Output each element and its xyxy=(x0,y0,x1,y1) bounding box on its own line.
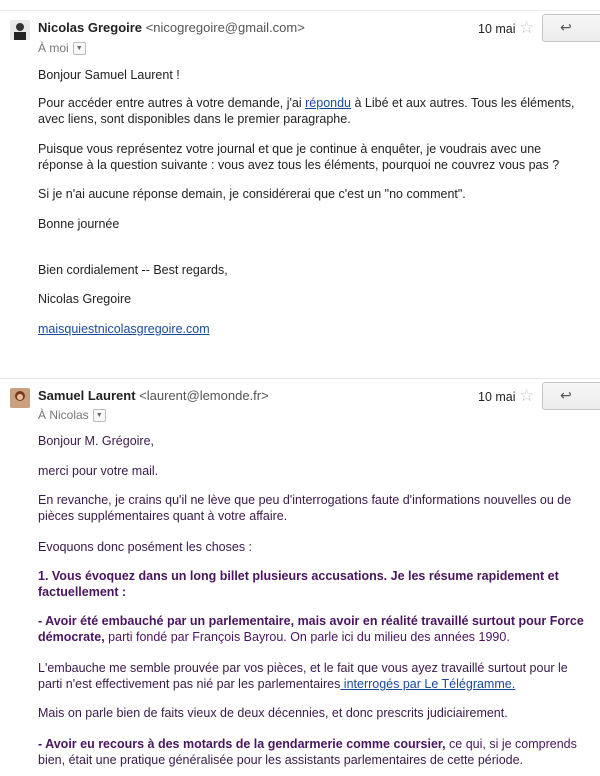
paragraph-5 xyxy=(38,614,598,629)
recipient-dropdown[interactable] xyxy=(38,408,106,422)
email-message-2 xyxy=(0,378,600,776)
chevron-down-icon[interactable]: ▼ xyxy=(93,409,106,422)
paragraph-8-line-2: bien, était une pratique généralisée pour les assistants parlementaires de cette période. xyxy=(38,753,524,767)
paragraph-8 xyxy=(38,737,598,752)
bold-text: - Avoir eu recours à des motards de la gendarmerie comme coursier, xyxy=(38,737,446,751)
message-date: 10 mai xyxy=(478,390,516,404)
reply-button[interactable] xyxy=(542,382,600,410)
text: Pour accéder entre autres à votre demande, j'ai xyxy=(38,96,306,110)
signature-link[interactable]: maisquiestnicolasgregoire.com xyxy=(38,322,210,336)
star-icon[interactable]: ☆ xyxy=(519,386,535,405)
paragraph-3: Si je n'ai aucune réponse demain, je considérerai que c'est un "no comment". xyxy=(38,187,466,201)
paragraph-1 xyxy=(38,96,598,111)
paragraph-5-line-2 xyxy=(38,630,598,645)
text: parti n'est effectivement pas nié par les parlementaires xyxy=(38,677,341,691)
signature xyxy=(38,322,598,337)
paragraph-2-line-2: pièces supplémentaires quant à votre affaire. xyxy=(38,509,288,523)
sender-email: <nicogregoire@gmail.com> xyxy=(145,20,305,35)
greeting: Bonjour Samuel Laurent ! xyxy=(38,68,180,82)
text: parti fondé par François Bayrou. On parle ici du milieu des années 1990. xyxy=(104,630,510,644)
recipient-label: À Nicolas xyxy=(38,408,89,422)
paragraph-2: Puisque vous représentez votre journal et que je continue à enquêter, je voudrais avec une xyxy=(38,142,542,156)
paragraph-4 xyxy=(38,569,598,584)
paragraph-2-line-2: réponse à la question suivante : vous avez tous les éléments, pourquoi ne couvrez vous pas ? xyxy=(38,158,560,172)
paragraph-4-line-2 xyxy=(38,585,598,600)
text: ce qui, si je comprends xyxy=(445,737,577,751)
bold-text: factuellement : xyxy=(38,585,127,599)
avatar-samuel xyxy=(10,388,30,408)
text: à Libé et aux autres. Tous les éléments, xyxy=(351,96,575,110)
bold-text: - Avoir été embauché par un parlementaire, mais avoir en réalité travaillé surtout pour Force xyxy=(38,614,584,628)
reply-button[interactable] xyxy=(542,14,600,42)
repondu-link[interactable]: répondu xyxy=(305,96,351,110)
sender-email: <laurent@lemonde.fr> xyxy=(139,388,269,403)
greeting: Bonjour M. Grégoire, xyxy=(38,434,155,448)
paragraph-7: Mais on parle bien de faits vieux de deux décennies, et donc prescrits judiciairement. xyxy=(38,706,508,720)
reply-icon: ↩ xyxy=(560,387,572,403)
star-icon[interactable]: ☆ xyxy=(519,18,535,37)
paragraph-1: merci pour votre mail. xyxy=(38,464,159,478)
paragraph-1-line-2: avec liens, sont disponibles dans le premier paragraphe. xyxy=(38,112,351,126)
paragraph-3: Evoquons donc posément les choses : xyxy=(38,540,253,554)
paragraph-6: L'embauche me semble prouvée par vos pièces, et le fait que vous ayez travaillé surtout pour le xyxy=(38,661,568,675)
paragraph-4: Bonne journée xyxy=(38,217,120,231)
avatar-nicolas xyxy=(10,20,30,40)
sender-line xyxy=(38,388,269,403)
sender-line xyxy=(38,20,305,35)
message-date: 10 mai xyxy=(478,22,516,36)
paragraph-6-line-2 xyxy=(38,677,598,692)
email-message-1 xyxy=(0,0,600,370)
reply-icon: ↩ xyxy=(560,19,572,35)
paragraph-6: Nicolas Gregoire xyxy=(38,292,132,306)
recipient-label: À moi xyxy=(38,41,69,55)
telegramme-link[interactable]: interrogés par Le Télégramme. xyxy=(340,677,516,691)
chevron-down-icon[interactable]: ▼ xyxy=(73,42,86,55)
bold-text: démocrate, xyxy=(38,630,105,644)
sender-name[interactable]: Samuel Laurent xyxy=(38,388,136,403)
recipient-dropdown[interactable] xyxy=(38,41,86,55)
bold-text: 1. Vous évoquez dans un long billet plusieurs accusations. Je les résume rapidement et xyxy=(38,569,559,583)
paragraph-2: En revanche, je crains qu'il ne lève que peu d'interrogations faute d'informations nouvelles ou de xyxy=(38,493,572,507)
paragraph-5: Bien cordialement -- Best regards, xyxy=(38,263,228,277)
sender-name[interactable]: Nicolas Gregoire xyxy=(38,20,143,35)
